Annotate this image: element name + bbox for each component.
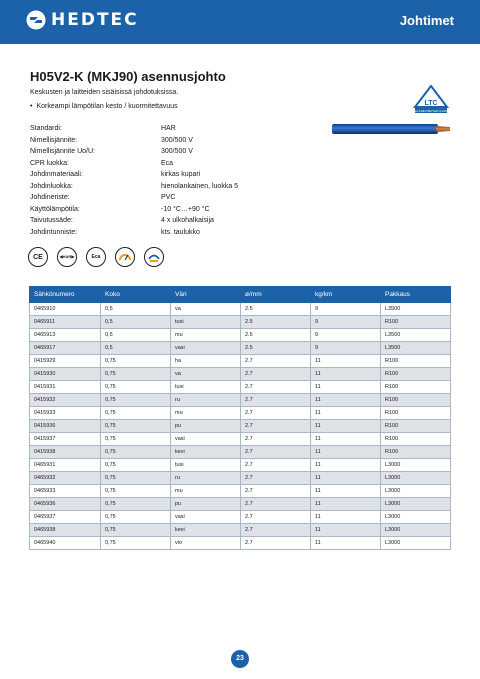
cable-image [332,121,452,137]
ltc-label: LTC [424,100,438,107]
spec-row [30,169,280,181]
table-cell: 11 [311,472,381,485]
table-cell: 0465917 [30,342,101,355]
table-row [30,381,451,394]
table-cell: R100 [381,407,451,420]
table-cell: tusi [171,381,241,394]
product-table [29,286,450,550]
table-cell: 2.7 [241,498,311,511]
product-feature-bullet: • Korkeampi lämpötilan kesto / kuormitettavuus [30,102,178,112]
table-cell: 0,5 [101,316,171,329]
table-cell: 11 [311,511,381,524]
table-cell: 11 [311,498,381,511]
table-row [30,459,451,472]
table-cell: 2.7 [241,381,311,394]
table-cell: L3000 [381,472,451,485]
table-cell: 2.7 [241,420,311,433]
table-cell: 0,75 [101,381,171,394]
table-cell: 2.7 [241,524,311,537]
spec-row [30,146,280,158]
spec-row [30,192,280,204]
table-cell: R100 [381,394,451,407]
spec-row [30,181,280,193]
table-cell: vasi [171,342,241,355]
table-cell: 9 [311,342,381,355]
certification-icons [28,247,173,267]
table-cell: 9 [311,329,381,342]
table-cell: 11 [311,407,381,420]
table-cell: 0,75 [101,433,171,446]
table-cell: R100 [381,368,451,381]
table-cell: 0,75 [101,485,171,498]
table-cell: ru [171,472,241,485]
column-header: ø/mm [241,287,311,303]
table-cell: kevi [171,524,241,537]
spec-label: Nimellisjännite Uo/U: [30,148,95,155]
column-header: Sähkönumero [30,287,101,303]
table-cell: tusi [171,316,241,329]
column-header: kg/km [311,287,381,303]
table-cell: 2.7 [241,511,311,524]
table-row [30,433,451,446]
table-cell: L3500 [381,342,451,355]
table-cell: 0415936 [30,420,101,433]
table-cell: 11 [311,446,381,459]
table-cell: R100 [381,381,451,394]
table-row [30,329,451,342]
table-cell: 2.5 [241,329,311,342]
table-cell: 11 [311,485,381,498]
table-cell: L3000 [381,524,451,537]
spec-value: PVC [161,194,176,201]
table-cell: L3000 [381,498,451,511]
flex-icon [144,247,164,267]
table-cell: vasi [171,511,241,524]
table-cell: 2.7 [241,433,311,446]
spec-label: Käyttölämpötila: [30,205,80,213]
spec-value: Eca [161,159,174,167]
table-cell: 11 [311,537,381,550]
spec-row [30,215,280,227]
temperature-icon [115,247,135,267]
table-cell: 0,75 [101,420,171,433]
table-cell: 2.5 [241,303,311,316]
table-cell: 11 [311,394,381,407]
table-cell: 2.5 [241,342,311,355]
table-cell: 2.7 [241,407,311,420]
spec-value: -10 °C…+90 °C [161,205,210,213]
table-cell: 0465933 [30,485,101,498]
table-cell: 2.7 [241,355,311,368]
table-cell: 0,5 [101,342,171,355]
product-title: H05V2-K (MKJ90) asennusjohto [30,69,226,84]
page-number: 23 [231,650,249,668]
table-cell: 11 [311,459,381,472]
spec-value: kts. taulukko [161,228,200,236]
table-cell: 0,75 [101,472,171,485]
table-cell: 0465938 [30,524,101,537]
table-row [30,485,451,498]
table-row [30,420,451,433]
table-cell: 2.7 [241,459,311,472]
spec-list [30,123,280,238]
table-cell: 0,75 [101,446,171,459]
spec-label: Standardi: [30,125,62,132]
table-cell: 0465931 [30,459,101,472]
table-cell: vasi [171,433,241,446]
table-cell: ru [171,394,241,407]
table-cell: 0465940 [30,537,101,550]
table-header-row [30,287,451,303]
spec-value: 300/500 V [161,148,193,155]
product-subtitle: Keskusten ja laitteiden sisäisissä johdotuksissa. [30,89,179,96]
hedtec-logo [26,9,139,31]
table-cell: L3500 [381,329,451,342]
spec-row [30,123,280,135]
spec-label: Johdineriste: [30,194,70,201]
spec-value: 4 x ulkohalkaisija [161,217,214,224]
table-row [30,316,451,329]
table-cell: R100 [381,316,451,329]
table-cell: 0415937 [30,433,101,446]
table-row [30,355,451,368]
table-row [30,368,451,381]
table-row [30,472,451,485]
table-row [30,303,451,316]
table-cell: 11 [311,355,381,368]
table-cell: 0465911 [30,316,101,329]
table-cell: 2.7 [241,446,311,459]
table-cell: L3000 [381,459,451,472]
spec-label: Johdintunniste: [30,228,78,236]
table-cell: 0,5 [101,303,171,316]
table-cell: 0,75 [101,394,171,407]
table-cell: 9 [311,303,381,316]
spec-label: Taivutussäde: [30,217,73,224]
table-row [30,394,451,407]
table-cell: 0465937 [30,511,101,524]
table-cell: R100 [381,355,451,368]
hedtec-logo-icon [26,10,46,30]
spec-label: Nimellisjännite: [30,136,78,144]
table-cell: 0,75 [101,459,171,472]
table-cell: L3000 [381,511,451,524]
spec-row [30,158,280,170]
table-cell: 0,75 [101,498,171,511]
table-cell: 0,75 [101,355,171,368]
spec-row [30,135,280,147]
spec-value: hienolankainen, luokka 5 [161,182,239,190]
table-cell: va [171,368,241,381]
spec-value: kirkas kupari [161,171,201,178]
table-cell: 2.7 [241,537,311,550]
table-cell: 0,75 [101,368,171,381]
table-cell: mu [171,485,241,498]
table-cell: 0415930 [30,368,101,381]
table-cell: kevi [171,446,241,459]
table-cell: 9 [311,316,381,329]
table-cell: 0465932 [30,472,101,485]
table-cell: tusi [171,459,241,472]
spec-label: Johdinluokka: [30,182,73,190]
page-header [0,0,480,44]
table-cell: 11 [311,433,381,446]
table-row [30,537,451,550]
table-row [30,342,451,355]
ltc-sublabel: LA FIRE’S BETTER CLASS [414,110,448,113]
table-cell: 2.7 [241,394,311,407]
table-cell: ha [171,355,241,368]
table-cell: mu [171,407,241,420]
table-row [30,407,451,420]
ltc-logo [412,85,450,115]
table-row [30,446,451,459]
spec-label: Johdinmateriaali: [30,171,83,178]
table-row [30,498,451,511]
spec-row [30,227,280,239]
table-cell: 0,75 [101,537,171,550]
table-cell: 11 [311,524,381,537]
section-title: Johtimet [399,13,454,28]
table-cell: 2.7 [241,368,311,381]
spec-row [30,204,280,216]
table-cell: 0415931 [30,381,101,394]
table-cell: 0,75 [101,524,171,537]
spec-value: HAR [161,125,176,132]
table-cell: 11 [311,420,381,433]
table-cell: 2.5 [241,316,311,329]
table-cell: 0465913 [30,329,101,342]
table-cell: 0415932 [30,394,101,407]
table-cell: R100 [381,420,451,433]
table-cell: mu [171,329,241,342]
table-cell: R100 [381,446,451,459]
table-cell: L3000 [381,485,451,498]
brand-name: HEDTEC [51,10,139,30]
table-cell: 11 [311,368,381,381]
table-row [30,524,451,537]
column-header: Pakkaus [381,287,451,303]
table-cell: 0,75 [101,511,171,524]
table-cell: 0415938 [30,446,101,459]
column-header: Väri [171,287,241,303]
table-row [30,511,451,524]
table-cell: 0415929 [30,355,101,368]
column-header: Koko [101,287,171,303]
table-cell: L3500 [381,303,451,316]
table-cell: 0465936 [30,498,101,511]
table-cell: L3000 [381,537,451,550]
table-cell: R100 [381,433,451,446]
spec-label: CPR luokka: [30,159,69,167]
table-cell: 2.7 [241,472,311,485]
table-cell: pu [171,498,241,511]
har-icon: ◀HAR▶ [57,247,77,267]
table-cell: pu [171,420,241,433]
spec-value: 300/500 V [161,136,193,144]
eca-icon: Eca [86,247,106,267]
table-cell: 0465910 [30,303,101,316]
table-cell: vio [171,537,241,550]
table-cell: 0,75 [101,407,171,420]
table-cell: 2.7 [241,485,311,498]
table-cell: 0,5 [101,329,171,342]
table-cell: 0415933 [30,407,101,420]
table-cell: va [171,303,241,316]
table-cell: 11 [311,381,381,394]
ce-icon: CE [28,247,48,267]
